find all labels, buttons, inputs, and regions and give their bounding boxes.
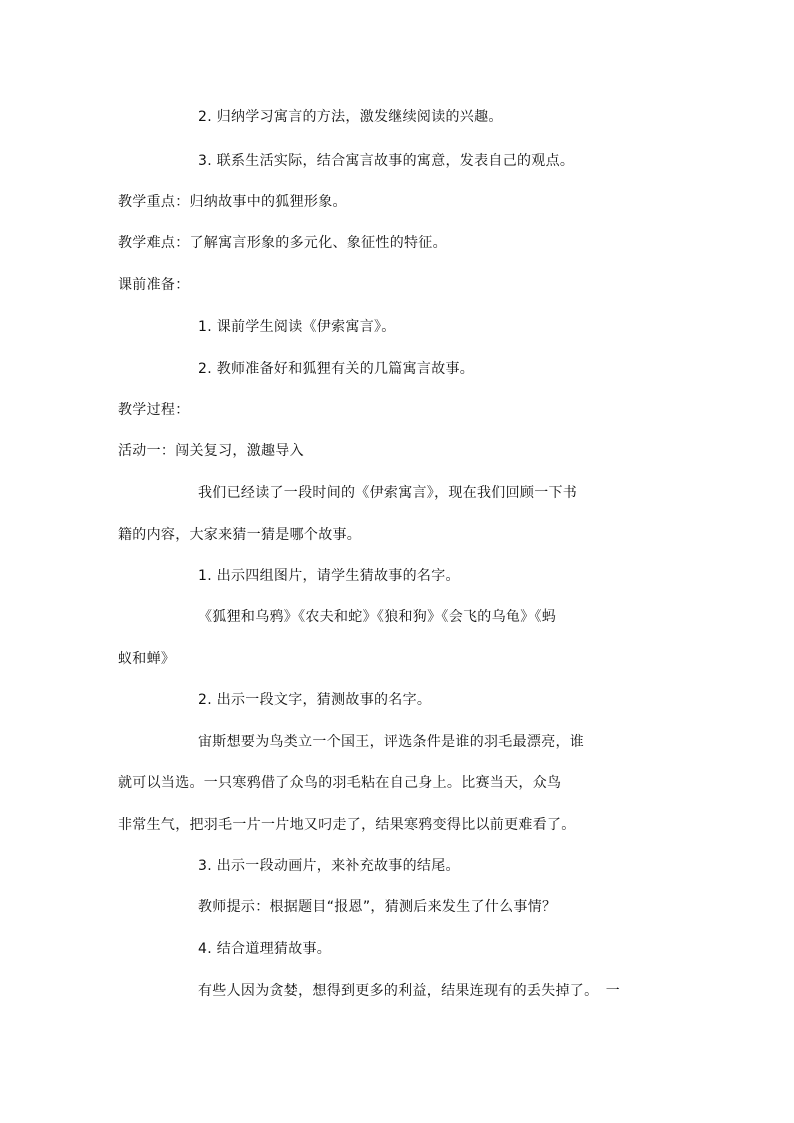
intro-paragraph-line-1: 我们已经读了一段时间的《伊索寓言》，现在我们回顾一下书 bbox=[198, 485, 578, 501]
step-3: 3. 出示一段动画片，来补充故事的结尾。 bbox=[198, 858, 460, 874]
story-text-line-3: 非常生气，把羽毛一片一片地又叼走了，结果寒鸦变得比以前更难看了。 bbox=[118, 817, 576, 833]
teaching-key-point: 教学重点：归纳故事中的狐狸形象。 bbox=[118, 194, 347, 210]
teacher-hint: 教师提示：根据题目“报恩”，猜测后来发生了什么事情？ bbox=[198, 899, 557, 915]
teaching-difficulty: 教学难点：了解寓言形象的多元化、象征性的特征。 bbox=[118, 235, 447, 251]
activity-1-heading: 活动一：闯关复习，激趣导入 bbox=[118, 443, 304, 459]
step-2: 2. 出示一段文字，猜测故事的名字。 bbox=[198, 692, 432, 708]
process-heading: 教学过程： bbox=[118, 402, 190, 418]
step-4: 4. 结合道理猜故事。 bbox=[198, 941, 332, 957]
story-titles-line-2: 蚁和蝉》 bbox=[118, 651, 176, 667]
preparation-item-1: 1. 课前学生阅读《伊索寓言》。 bbox=[198, 319, 396, 335]
moral-line: 有些人因为贪婪，想得到更多的利益，结果连现有的丢失掉了。 一 bbox=[198, 983, 620, 999]
step-1: 1. 出示四组图片，请学生猜故事的名字。 bbox=[198, 568, 460, 584]
preparation-item-2: 2. 教师准备好和狐狸有关的几篇寓言故事。 bbox=[198, 361, 475, 377]
story-titles-line-1: 《狐狸和乌鸦》《农夫和蛇》《狼和狗》《会飞的乌龟》《蚂 bbox=[198, 609, 557, 625]
story-text-line-2: 就可以当选。一只寒鸦借了众鸟的羽毛粘在自己身上。比赛当天，众鸟 bbox=[118, 775, 562, 791]
preparation-heading: 课前准备： bbox=[118, 277, 190, 293]
goal-2: 2. 归纳学习寓言的方法，激发继续阅读的兴趣。 bbox=[198, 109, 503, 125]
goal-3: 3. 联系生活实际，结合寓言故事的寓意，发表自己的观点。 bbox=[198, 153, 575, 169]
story-text-line-1: 宙斯想要为鸟类立一个国王，评选条件是谁的羽毛最漂亮，谁 bbox=[198, 734, 585, 750]
intro-paragraph-line-2: 籍的内容，大家来猜一猜是哪个故事。 bbox=[118, 527, 362, 543]
